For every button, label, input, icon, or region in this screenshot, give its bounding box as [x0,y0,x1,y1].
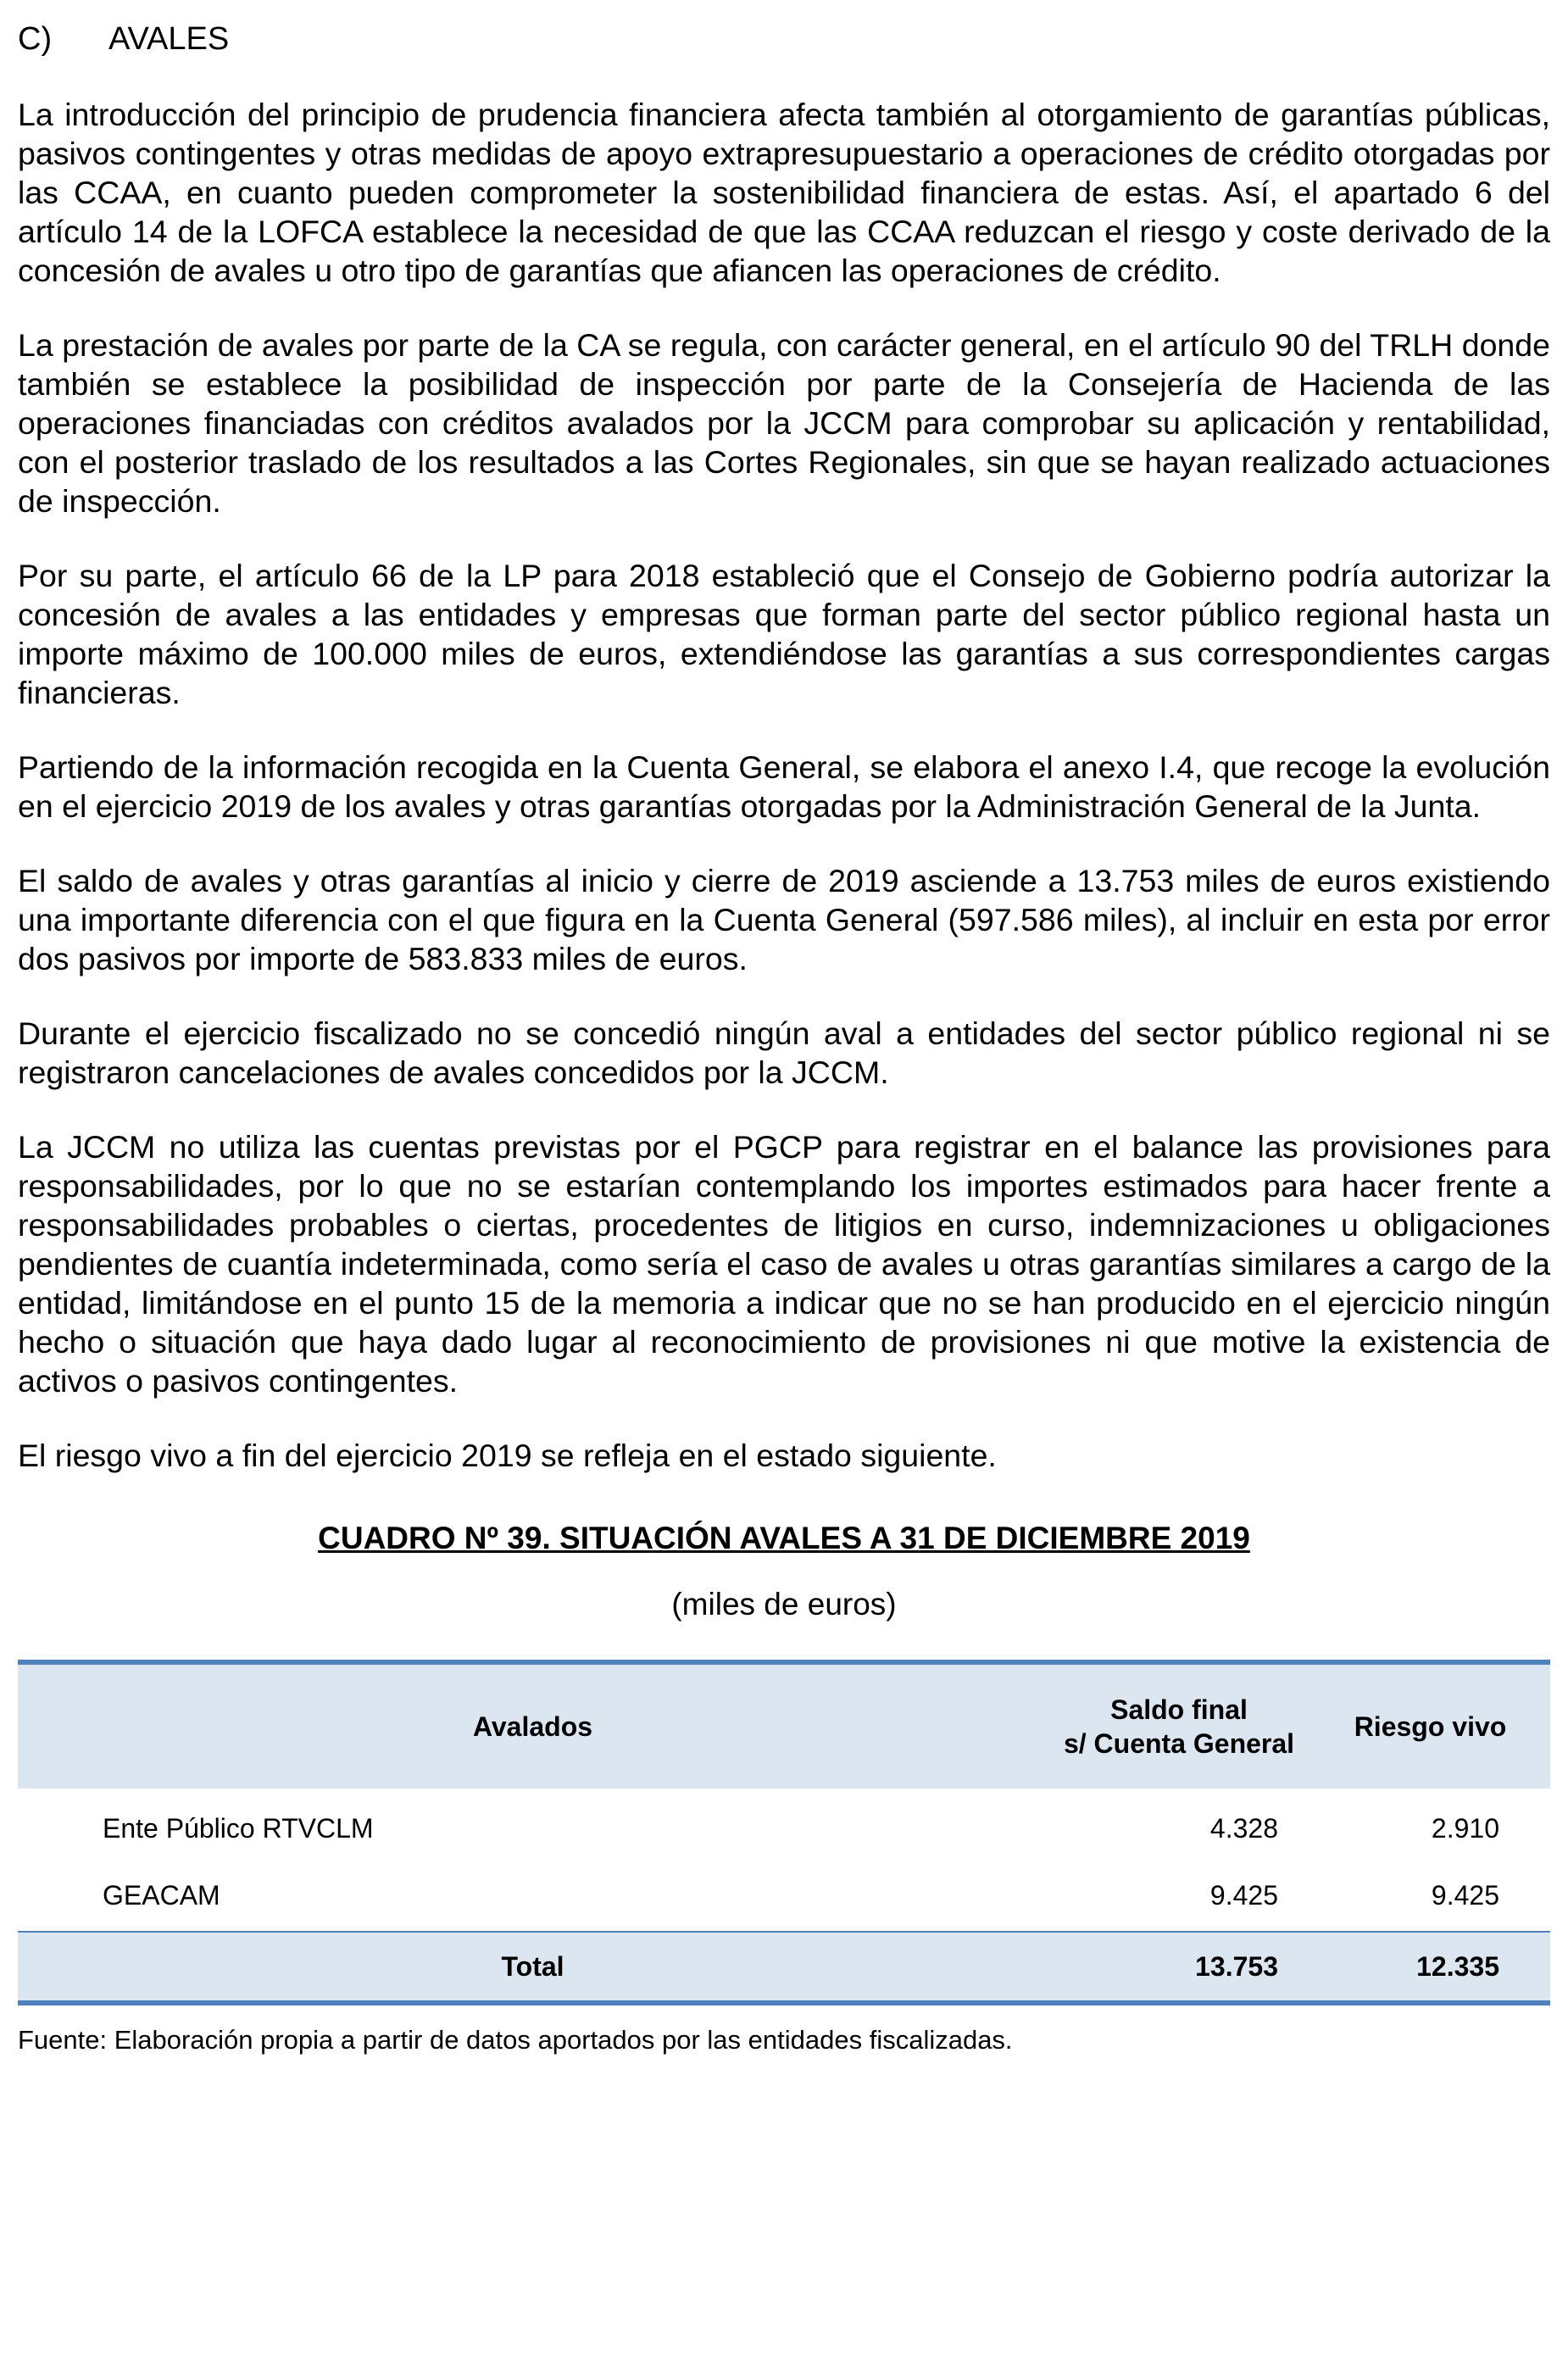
document-page [18,17,1550,2058]
table-title: CUADRO Nº 39. SITUACIÓN AVALES A 31 DE DICIEMBRE 2019 [318,1521,1250,1555]
total-label: Total [501,1950,564,1982]
section-heading [18,17,1550,61]
section-title: AVALES [108,21,230,57]
table-units: (miles de euros) [671,1587,897,1622]
row-name: Ente Público RTVCLM [103,1812,374,1844]
paragraph-7: La JCCM no utiliza las cuentas previstas por el PGCP para registrar en el balance las provisiones para responsabilidades, por lo que no se estarían contemplando los importes estimados para hacer frente a responsabilidades probables o ciertas, procedentes de litigios en curso, indemnizaciones u obligaciones pendientes de cuantía indeterminada, como sería el caso de avales u otras garantías similares a cargo de la entidad, limitándose en el punto 15 de la memoria a indicar que no se han producido en el ejercicio ningún hecho o situación que haya dado lugar al reconocimiento de provisiones ni que motive la existencia de activos o pasivos contingentes. [18,1129,1550,1399]
row-name: GEACAM [103,1879,220,1911]
paragraph-5: El saldo de avales y otras garantías al inicio y cierre de 2019 asciende a 13.753 miles de euros existiendo una importante diferencia con el que figura en la Cuenta General (597.586 miles), al incluir en esta por error dos pasivos por importe de 583.833 miles de euros. [18,863,1550,976]
avales-table [18,1660,1550,2005]
table-total-row [18,1932,1550,2003]
header-avalados: Avalados [472,1711,593,1742]
table-row [18,1788,1550,1860]
header-riesgo-vivo: Riesgo vivo [1354,1711,1507,1742]
paragraph-4: Partiendo de la información recogida en la Cuenta General, se elabora el anexo I.4, que recoge la evolución en el ejercicio 2019 de los avales y otras garantías otorgadas por la Administración General de la Junta. [18,749,1550,824]
total-saldo: 13.753 [1195,1950,1278,1982]
row-riesgo: 2.910 [1431,1812,1499,1844]
table-source-note: Fuente: Elaboración propia a partir de datos aportados por las entidades fiscalizadas. [18,2025,1013,2055]
section-letter: C) [18,21,53,57]
table-row [18,1860,1550,1932]
total-riesgo: 12.335 [1416,1950,1499,1982]
paragraph-8: El riesgo vivo a fin del ejercicio 2019 se refleja en el estado siguiente. [18,1438,997,1473]
paragraph-6: Durante el ejercicio fiscalizado no se concedió ningún aval a entidades del sector público regional ni se registraron cancelaciones de avales concedidos por la JCCM. [18,1015,1550,1090]
row-saldo: 9.425 [1209,1879,1278,1911]
paragraph-2: La prestación de avales por parte de la CA se regula, con carácter general, en el artículo 90 del TRLH donde también se establece la posibilidad de inspección por parte de la Consejería de Hacienda de las operaciones financiadas con créditos avalados por la JCCM para comprobar su aplicación y rentabilidad, con el posterior traslado de los resultados a las Cortes Regionales, sin que se hayan realizado actuaciones de inspección. [18,327,1550,519]
paragraph-3: Por su parte, el artículo 66 de la LP para 2018 estableció que el Consejo de Gobierno podría autorizar la concesión de avales a las entidades y empresas que forman parte del sector público regional hasta un importe máximo de 100.000 miles de euros, extendiéndose las garantías a sus correspondientes cargas financieras. [18,558,1550,710]
row-riesgo: 9.425 [1431,1879,1499,1911]
row-saldo: 4.328 [1209,1812,1278,1844]
header-saldo-line1: Saldo final [1110,1694,1248,1725]
header-saldo-line2: s/ Cuenta General [1063,1728,1295,1759]
paragraph-1: La introducción del principio de prudencia financiera afecta también al otorgamiento de garantías públicas, pasivos contingentes y otras medidas de apoyo extrapresupuestario a operaciones de crédito otorgadas por las CCAA, en cuanto pueden comprometer la sostenibilidad financiera de estas. Así, el apartado 6 del artículo 14 de la LOFCA establece la necesidad de que las CCAA reduzcan el riesgo y coste derivado de la concesión de avales u otro tipo de garantías que afiancen las operaciones de crédito. [18,97,1550,288]
table-header-row [18,1662,1550,1788]
header-saldo-final [1048,1662,1310,1788]
